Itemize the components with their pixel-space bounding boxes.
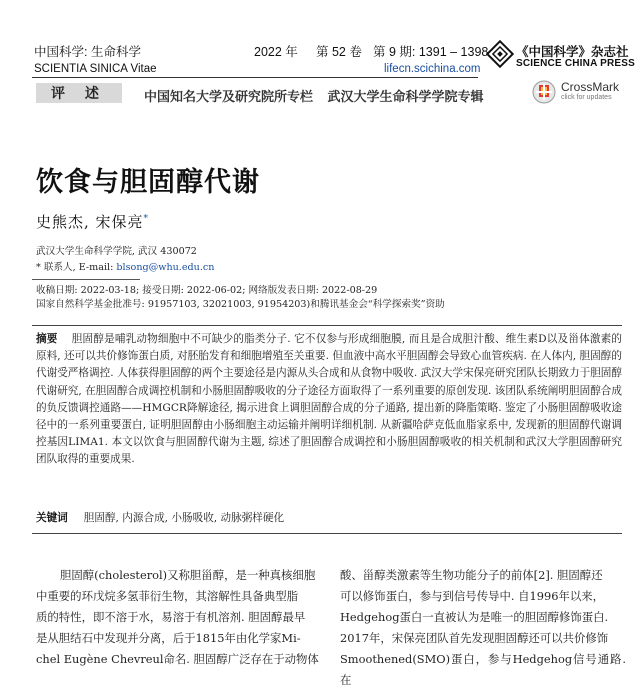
contact-label: * 联系人, E-mail: <box>36 262 114 273</box>
journal-name-cn: 中国科学: 生命科学 <box>34 45 141 59</box>
crossmark-subtitle: click for updates <box>561 94 612 101</box>
body-left-line: 质的特性，即不溶于水，易溶于有机溶剂. 胆固醇最早 <box>36 610 306 624</box>
body-left-line: 胆固醇(cholesterol)又称胆甾醇，是一种真核细胞 <box>60 568 316 582</box>
body-right-line: Smoothened(SMO)蛋白，参与Hedgehog信号通路. 在 <box>340 652 626 687</box>
funding: 国家自然科学基金批准号: 91957103, 32021003, 91954203)和腾讯基金会“科学探索奖”资助 <box>36 299 445 310</box>
body-left-column <box>36 565 320 670</box>
abstract-bottom-rule <box>32 533 622 534</box>
author-names: 史熊杰, 宋保亮 <box>36 213 144 231</box>
body-right-column <box>340 565 626 691</box>
header-rule <box>32 77 478 78</box>
contact-email[interactable]: blsong@whu.edu.cn <box>116 262 215 273</box>
abstract-top-rule <box>32 325 622 326</box>
body-right-line: Hedgehog蛋白一直被认为是唯一的胆固醇修饰蛋白. <box>340 610 609 624</box>
affiliation-rule <box>32 279 140 280</box>
year: 2022 年 <box>254 45 298 59</box>
science-china-press-logo-icon <box>486 40 514 68</box>
volume: 第 52 卷 <box>316 45 362 59</box>
column-notice: 中国知名大学及研究院所专栏 武汉大学生命科学学院专辑 <box>144 89 484 104</box>
authors <box>36 211 149 232</box>
affiliation: 武汉大学生命科学学院, 武汉 430072 <box>36 246 197 257</box>
crossmark-icon <box>532 80 556 104</box>
article-type-badge: 评 述 <box>36 83 122 103</box>
journal-name-en: SCIENTIA SINICA Vitae <box>34 63 157 75</box>
crossmark-badge[interactable] <box>532 80 626 106</box>
body-left-line: chel Eugène Chevreul命名. 胆固醇广泛存在于动物体 <box>36 652 319 666</box>
article-title: 饮食与胆固醇代谢 <box>36 167 260 198</box>
crossmark-title: CrossMark <box>561 80 620 94</box>
body-left-line: 是从胆结石中发现并分离，后于1815年由化学家Mi- <box>36 631 301 645</box>
article-history: 收稿日期: 2022-03-18; 接受日期: 2022-06-02; 网络版发表日期: 2022-08-29 <box>36 285 378 296</box>
abstract-label: 摘要 <box>36 333 58 345</box>
contact <box>36 260 214 275</box>
abstract <box>36 331 622 469</box>
keywords <box>36 510 284 525</box>
abstract-text: 胆固醇是哺乳动物细胞中不可缺少的脂类分子. 它不仅参与形成细胞膜, 而且是合成胆汁酸、维生素D以及甾体激素的原料, 还可以共价修饰蛋白质, 对胚胎发育和细胞增殖至关重要. 但血液中高水平胆固醇会导致心血管疾病. 在人体内, 胆固醇的代谢受严格调控. 人体获得胆固醇的两个主要途径是内源从头合成和从食物中吸收. 武汉大学宋保亮研究团队长期致力于胆固醇代谢研究, 在胆固醇合成调控机制和小肠胆固醇吸收的分子途径方面取得了一系列重要的原创发现. 该团队系统阐明胆固醇合成的负反馈调控通路——HMGCR降解途径, 揭示进食上调胆固醇合成的分子通路, 提出新的降脂策略. 鉴定了小肠胆固醇吸收途径中的一系列重要蛋白, 证明胆固醇由小肠细胞主动运输并阐明详细机制. 从新疆哈萨克低血脂家系中, 发现新的胆固醇代谢调控基因LIMA1. 本文以饮食与胆固醇代谢为主题, 综述了胆固醇合成调控和小肠胆固醇吸收的相关机制和武汉大学胆固醇研究团队取得的重要成果. <box>36 333 623 466</box>
publisher-logo-top: 《中国科学》杂志社 <box>516 45 629 59</box>
corresponding-mark: * <box>143 214 150 224</box>
issue-pages: 第 9 期: 1391 – 1398 <box>373 45 489 59</box>
body-left-line: 中重要的环戊烷多氢菲衍生物，其溶解性具备典型脂 <box>36 589 298 603</box>
body-right-line: 酸、甾醇类激素等生物功能分子的前体[2]. 胆固醇还 <box>340 568 603 582</box>
journal-url[interactable]: lifecn.scichina.com <box>384 63 481 75</box>
publisher-logo-bottom: SCIENCE CHINA PRESS <box>516 58 636 69</box>
body-right-line: 2017年，宋保亮团队首先发现胆固醇还可以共价修饰 <box>340 631 609 645</box>
body-right-line: 可以修饰蛋白，参与到信号传导中. 自1996年以来， <box>340 589 605 603</box>
keywords-label: 关键词 <box>36 512 68 524</box>
keywords-text: 胆固醇, 内源合成, 小肠吸收, 动脉粥样硬化 <box>83 512 285 524</box>
